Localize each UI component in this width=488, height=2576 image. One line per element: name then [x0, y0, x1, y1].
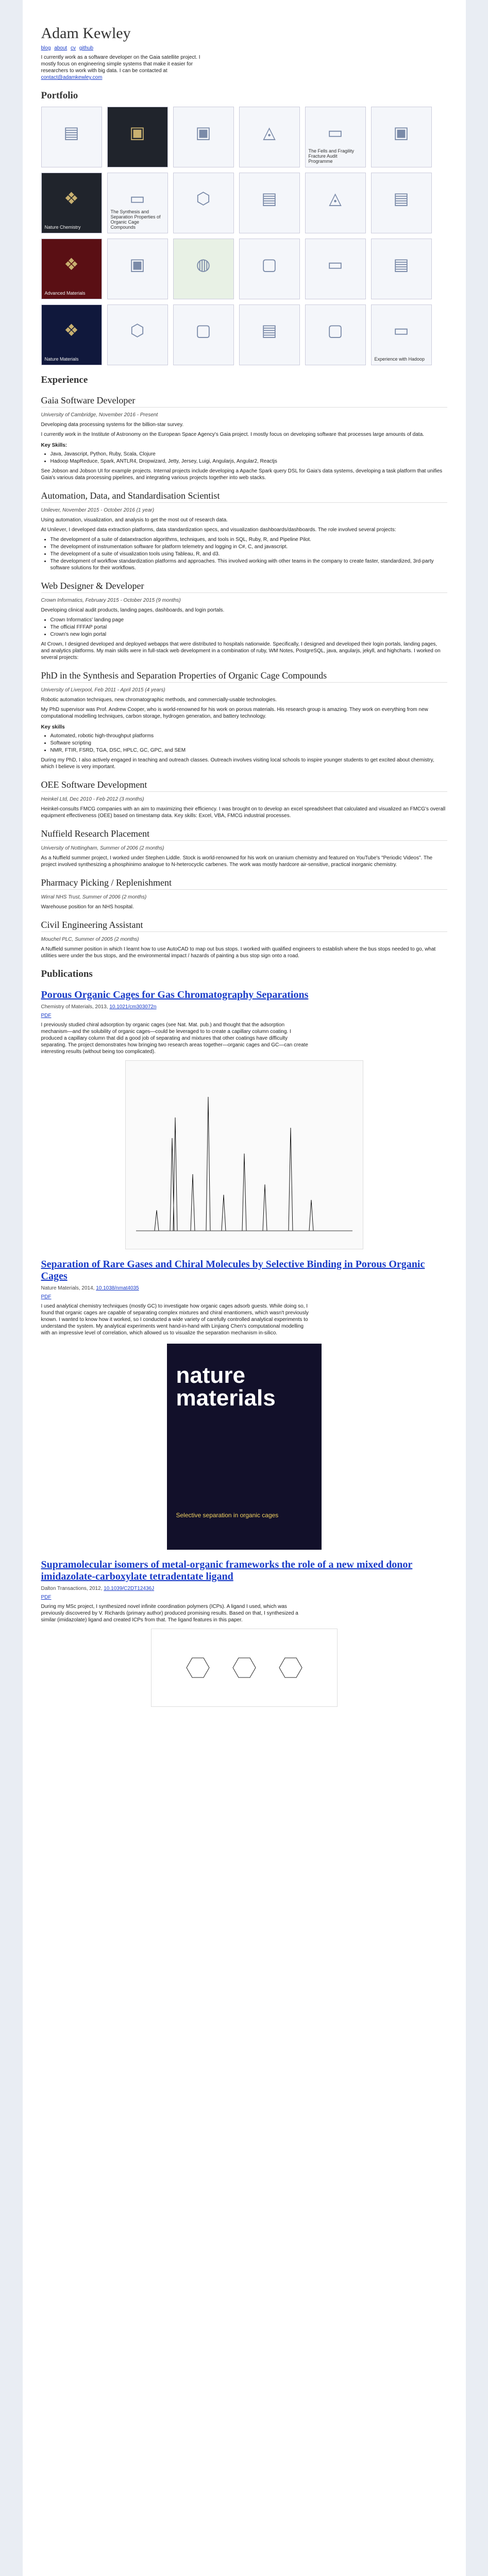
- list-item: • Hadoop MapReduce, Spark, ANTLR4, Dropwizard, Jetty, Jersey, Luigi, Angularjs, Angular2, Reactjs: [51, 458, 447, 465]
- role-summary: Robotic automation techniques, new chromatographic methods, and commercially-usable technologies.: [41, 697, 277, 703]
- role-body: Warehouse position for an NHS hospital.: [41, 904, 134, 910]
- list-item: • The development of workflow standardization platforms and approaches. This involved working with other teams in the company to create faster, standardized, 3rd-party software solutions for their workflows.: [51, 558, 447, 571]
- publication-entry: [41, 1259, 447, 1550]
- list-item: • The official FFFAP portal: [51, 624, 447, 631]
- portfolio-tile[interactable]: [107, 173, 168, 233]
- portfolio-tile[interactable]: [173, 304, 234, 365]
- list-item: • NMR, FTIR, FSRD, TGA, DSC, HPLC, GC, GPC, and SEM: [51, 747, 447, 754]
- chromatogram-trace: [136, 1097, 352, 1231]
- publication-entry: [41, 1559, 447, 1707]
- image-icon: ▣: [195, 123, 211, 142]
- molecule-icon: ⬡: [196, 189, 211, 208]
- publication-doi-link[interactable]: 10.1038/nmat4035: [96, 1285, 139, 1291]
- role-body: At Unilever, I developed data extraction platforms, data standardization specs, and visualization dashboards/dashboards. The role involved several projects:: [41, 527, 396, 533]
- list-item: • Crown Informatics' landing page: [51, 617, 447, 623]
- portfolio-tile[interactable]: [41, 304, 102, 365]
- portfolio-tile[interactable]: [107, 107, 168, 167]
- role-heading: Automation, Data, and Standardisation Scientist: [41, 490, 447, 503]
- list-item: • The development of instrumentation software for platform telemetry and logging in C#, C, and javascript.: [51, 544, 447, 550]
- role-meta: Crown Informatics, February 2015 - October 2015 (9 months): [41, 598, 181, 603]
- role-meta: Heinkel Ltd, Dec 2010 - Feb 2012 (3 months): [41, 796, 144, 802]
- role-body: My PhD supervisor was Prof. Andrew Cooper, who is world-renowned for his work on porous materials. His research group is amazing. They work on everything from new computational modelling techniques, carbon storage, hydrogen generation, and battery technology.: [41, 707, 428, 719]
- document-icon: ▭: [129, 189, 145, 208]
- role-heading: Pharmacy Picking / Replenishment: [41, 877, 447, 890]
- role-heading: Nuffield Research Placement: [41, 828, 447, 841]
- portfolio-tile-caption: Nature Materials: [44, 357, 79, 362]
- role-skill-list: [41, 617, 447, 638]
- portfolio-tile-caption: The Fells and Fragility Fracture Audit Programme: [308, 148, 355, 164]
- portfolio-tile[interactable]: [305, 173, 366, 233]
- intro-paragraph: [41, 54, 211, 81]
- publication-entry: [41, 989, 447, 1249]
- role-meta: University of Liverpool, Feb 2011 - April 2015 (4 years): [41, 687, 165, 693]
- chart-icon: ▤: [393, 189, 409, 208]
- portfolio-tile-caption: Nature Chemistry: [44, 225, 81, 230]
- role-entry: [41, 687, 447, 770]
- publication-journal: Nature Materials, 2014,: [41, 1285, 96, 1291]
- map-icon: ◍: [196, 255, 211, 274]
- window-icon: ▢: [195, 320, 211, 340]
- ring-shape: [279, 1658, 302, 1677]
- portfolio-tile[interactable]: [107, 304, 168, 365]
- window-icon: ▢: [327, 320, 343, 340]
- role-skills-title: Key Skills:: [41, 443, 68, 448]
- portfolio-tile[interactable]: [239, 239, 300, 299]
- journal-icon: ❖: [64, 255, 79, 274]
- list-item: • Automated, robotic high-throughput platforms: [51, 733, 447, 739]
- role-heading: OEE Software Development: [41, 779, 447, 792]
- role-entry: [41, 796, 447, 819]
- publication-title-link[interactable]: Separation of Rare Gases and Chiral Molecules by Selective Binding in Porous Organic Cages: [41, 1259, 425, 1282]
- role-entry: [41, 597, 447, 661]
- journal-cover-title: nature materials: [176, 1363, 276, 1411]
- role-meta: Mouchel PLC, Summer of 2005 (2 months): [41, 937, 139, 942]
- publication-journal: Dalton Transactions, 2012,: [41, 1586, 104, 1591]
- portfolio-tile[interactable]: [371, 304, 432, 365]
- portfolio-tile[interactable]: [41, 107, 102, 167]
- portfolio-tile[interactable]: [173, 107, 234, 167]
- portfolio-tile[interactable]: [239, 173, 300, 233]
- nav-link-github[interactable]: github: [79, 45, 94, 51]
- document-icon: ▭: [327, 123, 343, 142]
- journal-icon: ❖: [64, 320, 79, 340]
- molecule-diagram: [152, 1629, 337, 1706]
- role-entry: [41, 412, 447, 481]
- chart-icon: ▤: [261, 320, 277, 340]
- publications-heading: Publications: [41, 969, 93, 979]
- portfolio-heading: Portfolio: [41, 90, 78, 101]
- molecule-figure: [151, 1629, 338, 1707]
- journal-cover-subtitle: Selective separation in organic cages: [176, 1512, 279, 1519]
- role-meta: University of Cambridge, November 2016 - Present: [41, 412, 158, 418]
- role-summary: Developing clinical audit products, landing pages, dashboards, and login portals.: [41, 607, 225, 613]
- chart-icon: ▤: [393, 255, 409, 274]
- graph-icon: ◬: [263, 123, 276, 142]
- role-skill-list: [41, 733, 447, 754]
- publication-abstract: During my MSc project, I synthesized novel infinite coordination polymers (ICPs). A ligand I used, which was previously discovered by V. Richards (primary author) produced promising results. Based on that, I synthesized a similar (imidazolate) ligand and created ICPs from that. The ligand features in this paper.: [41, 1604, 298, 1623]
- role-entry: [41, 507, 447, 571]
- image-icon: ▣: [129, 123, 145, 142]
- portfolio-tile[interactable]: [107, 239, 168, 299]
- nav-link-blog[interactable]: blog: [41, 45, 51, 51]
- publication-pdf-link[interactable]: PDF: [41, 1013, 52, 1019]
- role-footer: See Jobson and Jobson UI for example projects. Internal projects include developing a Apache Spark query DSL for Gaia's data systems, developing a task platform that unifies Gaia's various data processing pipelines, and integrating various projects together into web stacks.: [41, 468, 443, 481]
- experience-section: [41, 395, 447, 959]
- chromatogram-plot: [126, 1061, 363, 1246]
- graph-icon: ◬: [329, 189, 342, 208]
- portfolio-tile[interactable]: [173, 173, 234, 233]
- portfolio-tile[interactable]: [239, 107, 300, 167]
- role-meta: Wirral NHS Trust, Summer of 2006 (2 months): [41, 894, 147, 900]
- role-entry: [41, 936, 447, 959]
- window-icon: ▢: [261, 255, 277, 274]
- role-skill-list: [41, 451, 447, 465]
- publication-title-link[interactable]: Porous Organic Cages for Gas Chromatography Separations: [41, 989, 309, 1001]
- publications-section: [41, 989, 447, 1707]
- portfolio-tile[interactable]: [371, 173, 432, 233]
- role-entry: [41, 845, 447, 868]
- page-container: [23, 0, 466, 2576]
- role-body: Heinkel-consults FMCG companies with an aim to maximizing their efficiency. I was brought on to develop an excel spreadsheet that calculated and visualized an FMCG's overall equipment effectiveness (OEE) based on timestamp data. Key skills: Excel, VBA, FMCG industrial processes.: [41, 806, 446, 819]
- publication-citation: [41, 1004, 447, 1010]
- publication-pdf-link[interactable]: PDF: [41, 1294, 52, 1300]
- role-heading: Civil Engineering Assistant: [41, 920, 447, 932]
- image-icon: ▣: [129, 255, 145, 274]
- role-entry: [41, 894, 447, 910]
- portfolio-tile[interactable]: [305, 107, 366, 167]
- chart-icon: ▤: [63, 123, 79, 142]
- portfolio-tile[interactable]: [371, 107, 432, 167]
- portfolio-tile[interactable]: [41, 239, 102, 299]
- molecule-icon: ⬡: [130, 320, 145, 340]
- publication-abstract: I used analytical chemistry techniques (mostly GC) to investigate how organic cages adsorb guests. While doing so, I found that organic cages are capable of separating complex mixtures and chiral enantiomers, which wasn't previously known. I wanted to know how it worked, so I conducted a wide variety of carefully controlled analytical experiments to understand the system. My analytical experiments went hand-in-hand with Linjiang Chen's computational modelling with an impressive level of correlation, which allowed us to visualize the separation mechanism in-silico.: [41, 1303, 309, 1336]
- document-icon: ▭: [327, 255, 343, 274]
- list-item: • Software scripting: [51, 740, 447, 747]
- list-item: • The development of a suite of dataextraction algorithms, techniques, and tools in SQL, Ruby, R, and Pipeline Pilot.: [51, 536, 447, 543]
- image-icon: ▣: [393, 123, 409, 142]
- role-heading: Web Designer & Developer: [41, 581, 447, 593]
- role-meta: Unilever, November 2015 - October 2016 (1 year): [41, 507, 155, 513]
- portfolio-tile-caption: Experience with Hadoop: [374, 357, 425, 362]
- role-heading: Gaia Software Developer: [41, 395, 447, 408]
- role-footer: During my PhD, I also actively engaged in teaching and outreach classes. Outreach involves visiting local schools to inspire younger students to get excited about chemistry, which I believe is very important.: [41, 757, 434, 770]
- ring-shape: [187, 1658, 209, 1677]
- list-item: • Crown's new login portal: [51, 631, 447, 638]
- portfolio-tile[interactable]: [239, 304, 300, 365]
- publication-citation: [41, 1586, 447, 1591]
- page-title: Adam Kewley: [41, 25, 131, 42]
- portfolio-tile-caption: Advanced Materials: [44, 291, 86, 296]
- role-meta: University of Nottingham, Summer of 2006 (2 months): [41, 845, 164, 851]
- portfolio-tile[interactable]: [41, 173, 102, 233]
- ring-shape: [233, 1658, 256, 1677]
- portfolio-tile[interactable]: [173, 239, 234, 299]
- portfolio-tile[interactable]: [371, 239, 432, 299]
- portfolio-tile[interactable]: [305, 239, 366, 299]
- chromatogram-figure: [125, 1060, 363, 1249]
- role-body: A Nuffield summer position in which I learnt how to use AutoCAD to map out bus stops. I worked with qualified engineers to establish where the bus stops needed to go, what utilities were under the bus stops, and the environmental impact / hazards of painting a bus stop sign onto a road.: [41, 946, 436, 959]
- email-link[interactable]: contact@adamkewley.com: [41, 75, 103, 80]
- portfolio-tile-caption: The Synthesis and Separation Properties of Organic Cage Compounds: [110, 209, 161, 230]
- document-icon: ▭: [393, 320, 409, 340]
- header-links: [41, 45, 447, 51]
- portfolio-tile[interactable]: [305, 304, 366, 365]
- role-body: As a Nuffield summer project, I worked under Stephen Liddle. Stock is world-renowned for his work on uranium chemistry and featured on YouTube's "Periodic Videos". The project involved synthesizing a phosphinimo analogue to N-heterocyclic carbenes. The work was mostly hardcore air-sensitive, practical inorganic chemistry.: [41, 855, 433, 868]
- list-item: • The development of a suite of visualization tools using Tableau, R, and d3.: [51, 551, 447, 557]
- list-item: • Java, Javascript, Python, Ruby, Scala, Clojure: [51, 451, 447, 457]
- publication-journal: Chemistry of Materials, 2013,: [41, 1004, 110, 1010]
- publication-title-link[interactable]: Supramolecular isomers of metal-organic frameworks the role of a new mixed donor imidazolate-carboxylate tetradentate ligand: [41, 1559, 413, 1582]
- portfolio-grid: [41, 107, 447, 365]
- publication-citation: [41, 1285, 447, 1291]
- publication-doi-link[interactable]: 10.1039/C2DT12436J: [104, 1586, 155, 1591]
- role-body: I currently work in the Institute of Astronomy on the European Space Agency's Gaia project. I mostly focus on developing software that processes large amounts of data.: [41, 432, 424, 437]
- journal-icon: ❖: [64, 189, 79, 208]
- nav-link-cv[interactable]: cv: [71, 45, 76, 51]
- chart-icon: ▤: [261, 189, 277, 208]
- role-summary: Developing data processing systems for the billion-star survey.: [41, 422, 184, 428]
- role-skills-title: Key skills: [41, 724, 65, 730]
- role-heading: PhD in the Synthesis and Separation Properties of Organic Cage Compounds: [41, 670, 447, 683]
- role-summary: Using automation, visualization, and analysis to get the most out of research data.: [41, 517, 228, 523]
- publication-abstract: I previously studied chiral adsorption by organic cages (see Nat. Mat. pub.) and thought that the adsorption mechanism—and the solubility of organic cages—could be leveraged to to create a capillary column coating. I produced a capillary column that did a good job of separating and mixtures that other coatings have difficulty separating. The project demonstrates how bringing two research areas together—organic cages and GC—can create interesting results (without being too complicated).: [41, 1022, 308, 1055]
- role-footer: At Crown, I designed developed and deployed webapps that were distributed to hospitals nationwide. Specifically, I designed and developed their login portals, landing pages, and analytics platforms. My main skills were in full-stack web development in a combination of ruby, WM Notes, PostgreSQL, java, angularjs, jekyll, and highcharts. I worked on several projects:: [41, 641, 441, 660]
- intro-text: I currently work as a software developer on the Gaia satellite project. I mostly focus on engineering simple systems that make it easier for researchers to work with big data. I can be contacted at: [41, 55, 200, 74]
- publication-doi-link[interactable]: 10.1021/cm303072n: [109, 1004, 157, 1010]
- nav-link-about[interactable]: about: [54, 45, 68, 51]
- publication-pdf-link[interactable]: PDF: [41, 1595, 52, 1600]
- role-skill-list: [41, 536, 447, 571]
- experience-heading: Experience: [41, 375, 88, 385]
- journal-cover-image: [167, 1344, 322, 1550]
